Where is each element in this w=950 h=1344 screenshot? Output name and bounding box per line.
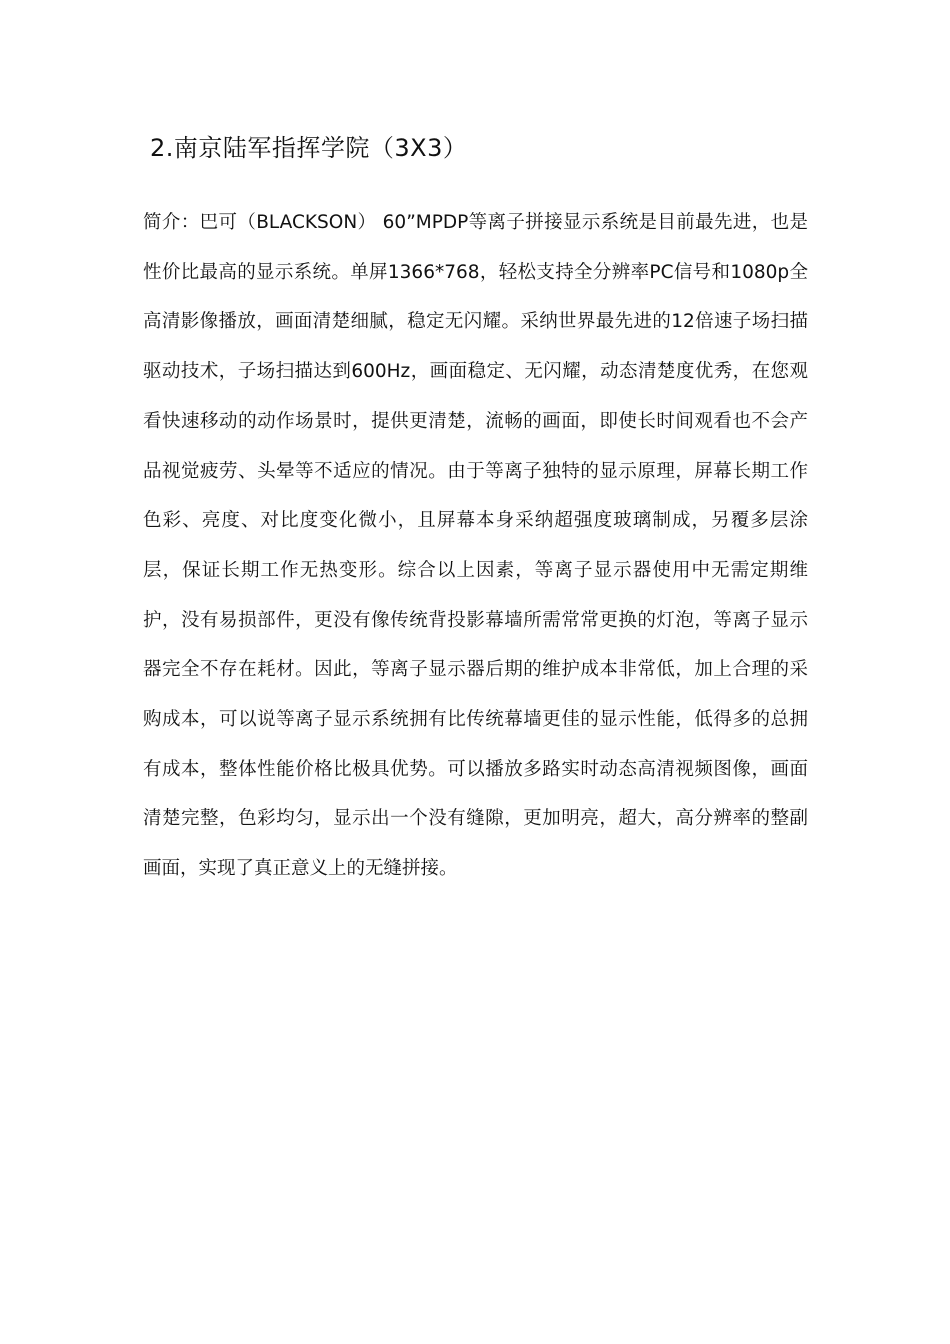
body-paragraph: 简介：巴可（BLACKSON） 60”MPDP等离子拼接显示系统是目前最先进，也是性价比最高的显示系统。单屏1366*768，轻松支持全分辨率PC信号和1080p全高清影像播放，画面清楚细腻，稳定无闪耀。采纳世界最先进的12倍速子场扫描驱动技术，子场扫描达到600Hz，画面稳定、无闪耀，动态清楚度优秀，在您观看快速移动的动作场景时，提供更清楚，流畅的画面，即使长时间观看也不会产品视觉疲劳、头晕等不适应的情况。由于等离子独特的显示原理，屏幕长期工作色彩、亮度、对比度变化微小，且屏幕本身采纳超强度玻璃制成，另覆多层涂层，保证长期工作无热变形。综合以上因素，等离子显示器使用中无需定期维护，没有易损部件，更没有像传统背投影幕墙所需常常更换的灯泡，等离子显示器完全不存在耗材。因此，等离子显示器后期的维护成本非常低，加上合理的采购成本，可以说等离子显示系统拥有比传统幕墙更佳的显示性能，低得多的总拥有成本，整体性能价格比极具优势。可以播放多路实时动态高清视频图像，画面清楚完整，色彩均匀，显示出一个没有缝隙，更加明亮，超大，高分辨率的整副画面，实现了真正意义上的无缝拼接。 bbox=[143, 212, 808, 880]
section-heading: 2.南京陆军指挥学院（3X3） bbox=[150, 134, 468, 162]
